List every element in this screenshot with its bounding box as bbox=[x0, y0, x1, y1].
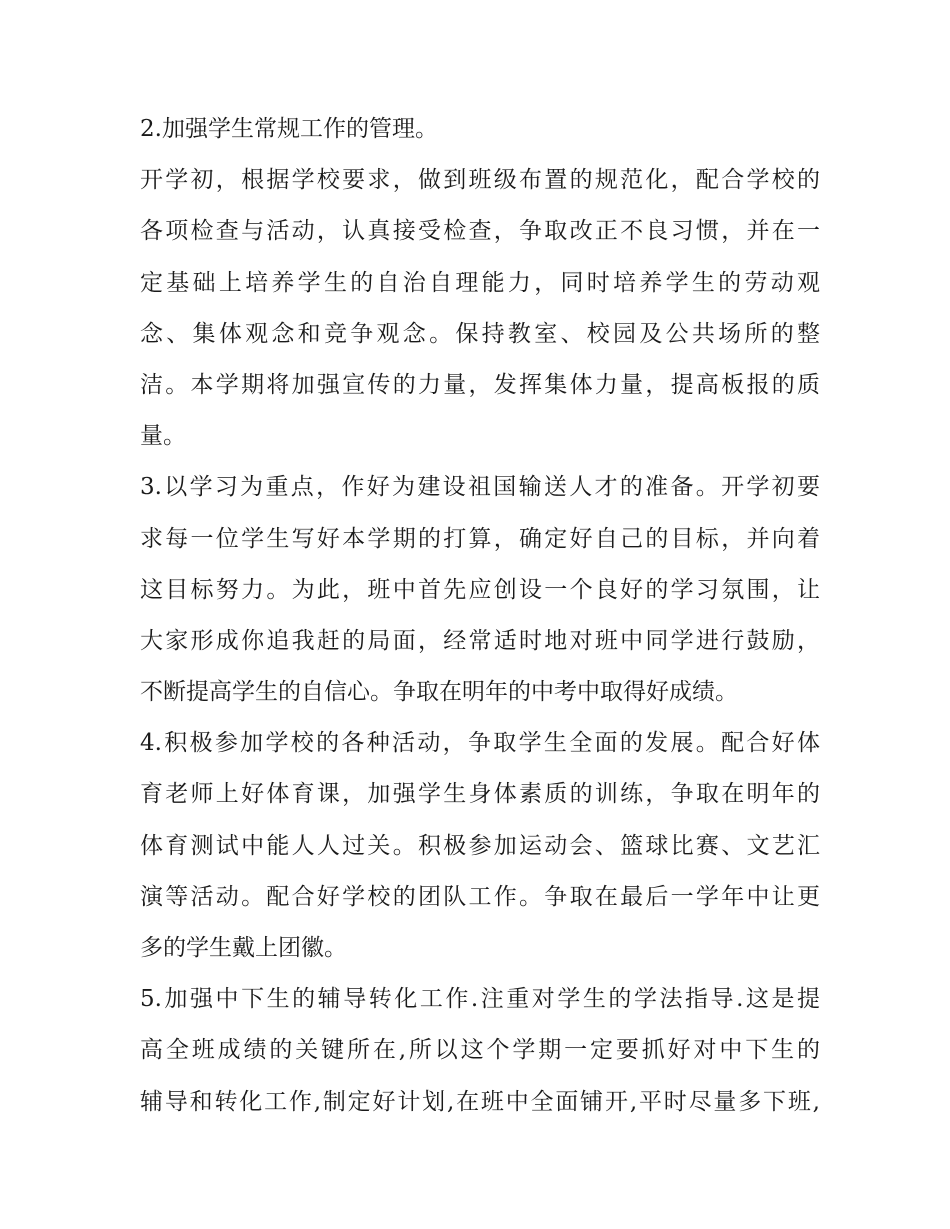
line-text: 各项检查与活动，认真接受检查，争取改正不良习惯，并在一 bbox=[140, 218, 820, 245]
text-line-7 bbox=[140, 411, 820, 462]
text-line-5 bbox=[140, 309, 820, 360]
text-line-8 bbox=[140, 462, 820, 513]
line-text: 定基础上培养学生的自治自理能力，同时培养学生的劳动观 bbox=[140, 269, 820, 296]
text-line-18 bbox=[140, 974, 820, 1025]
line-text: 演等活动。配合好学校的团队工作。争取在最后一学年中让更 bbox=[140, 883, 820, 910]
text-line-16 bbox=[140, 872, 820, 923]
document-body bbox=[140, 104, 820, 1128]
line-text: 高全班成绩的关键所在,所以这个学期一定要抓好对中下生的 bbox=[140, 1037, 820, 1064]
text-line-19 bbox=[140, 1025, 820, 1076]
text-line-12 bbox=[140, 667, 820, 718]
line-text: 3.以学习为重点，作好为建设祖国输送人才的准备。开学初要 bbox=[140, 474, 820, 501]
text-line-4 bbox=[140, 258, 820, 309]
line-text: 育老师上好体育课，加强学生身体素质的训练，争取在明年的 bbox=[140, 781, 820, 808]
text-line-17 bbox=[140, 923, 820, 974]
line-text: 辅导和转化工作,制定好计划,在班中全面铺开,平时尽量多下班, bbox=[140, 1088, 820, 1115]
text-line-10 bbox=[140, 565, 820, 616]
line-text: 洁。本学期将加强宣传的力量，发挥集体力量，提高板报的质 bbox=[140, 371, 820, 398]
line-text: 大家形成你追我赶的局面，经常适时地对班中同学进行鼓励， bbox=[140, 627, 820, 654]
text-line-15 bbox=[140, 821, 820, 872]
text-line-11 bbox=[140, 616, 820, 667]
text-line-20 bbox=[140, 1077, 820, 1128]
text-line-6 bbox=[140, 360, 820, 411]
line-text: 5.加强中下生的辅导转化工作.注重对学生的学法指导.这是提 bbox=[140, 986, 820, 1013]
line-text: 4.积极参加学校的各种活动，争取学生全面的发展。配合好体 bbox=[140, 730, 820, 757]
text-line-9 bbox=[140, 514, 820, 565]
text-line-13 bbox=[140, 718, 820, 769]
line-text: 多的学生戴上团徽。 bbox=[140, 935, 347, 961]
line-text: 这目标努力。为此，班中首先应创设一个良好的学习氛围，让 bbox=[140, 576, 820, 603]
text-line-3 bbox=[140, 206, 820, 257]
line-text: 不断提高学生的自信心。争取在明年的中考中取得好成绩。 bbox=[140, 679, 738, 706]
line-text: 开学初，根据学校要求，做到班级布置的规范化，配合学校的 bbox=[140, 167, 820, 194]
line-text: 2.加强学生常规工作的管理。 bbox=[140, 116, 438, 142]
line-text: 念、集体观念和竞争观念。保持教室、校园及公共场所的整 bbox=[140, 320, 820, 347]
line-text: 体育测试中能人人过关。积极参加运动会、篮球比赛、文艺汇 bbox=[140, 832, 820, 859]
text-line-14 bbox=[140, 769, 820, 820]
text-line-2 bbox=[140, 155, 820, 206]
text-line-1 bbox=[140, 104, 820, 155]
line-text: 量。 bbox=[140, 423, 186, 450]
line-text: 求每一位学生写好本学期的打算，确定好自己的目标，并向着 bbox=[140, 525, 820, 552]
